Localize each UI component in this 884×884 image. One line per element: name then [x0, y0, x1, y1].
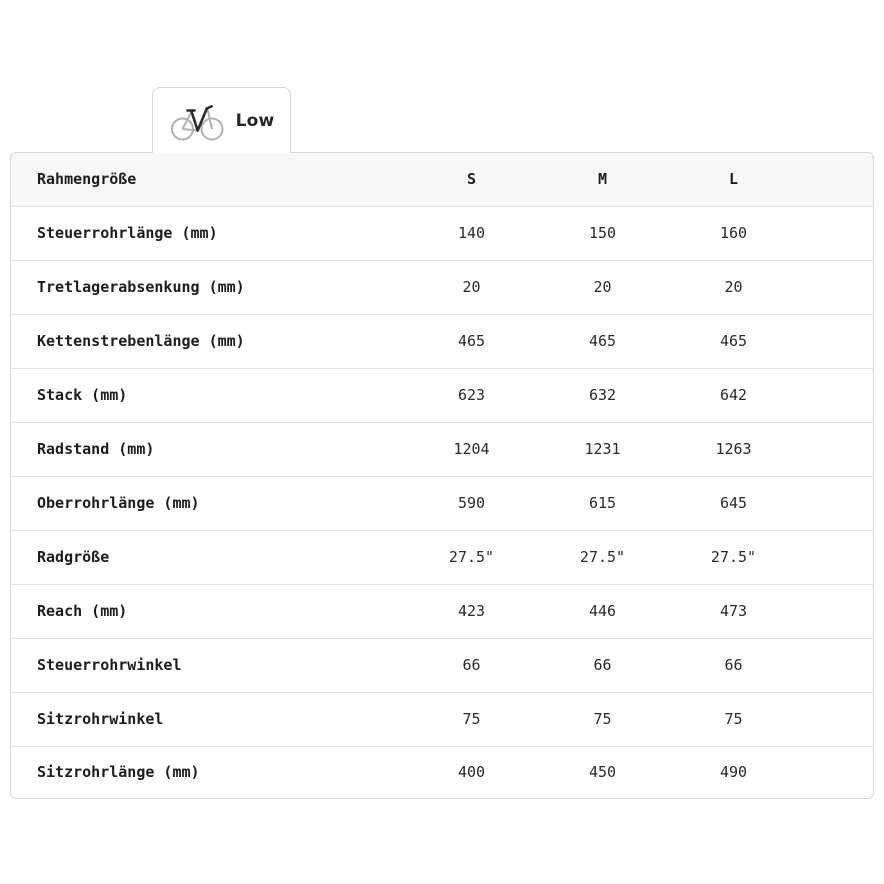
value-cell: 465 [457, 332, 486, 350]
value-cell: 632 [588, 386, 617, 404]
column-header-l: L [728, 170, 739, 189]
row-label: Sitzrohrlänge (mm) [37, 763, 200, 782]
value-cell: 27.5" [710, 548, 757, 566]
row-label: Steuerrohrlänge (mm) [37, 224, 218, 242]
tab-bar [0, 87, 884, 153]
table-row [11, 368, 873, 422]
spacer-cell [799, 530, 873, 584]
value-cell: 1231 [584, 440, 621, 458]
value-cell: 465 [588, 332, 617, 350]
geometry-table [11, 153, 873, 798]
row-label: Tretlagerabsenkung (mm) [37, 278, 245, 296]
table-row [11, 638, 873, 692]
value-cell: 150 [588, 224, 617, 242]
spacer-cell [799, 153, 873, 206]
table-row [11, 584, 873, 638]
row-label: Kettenstrebenlänge (mm) [37, 332, 245, 350]
value-cell: 623 [457, 386, 486, 404]
table-row [11, 746, 873, 798]
row-label: Oberrohrlänge (mm) [37, 494, 200, 512]
value-cell: 20 [593, 278, 612, 296]
row-label: Stack (mm) [37, 386, 128, 404]
table-row [11, 206, 873, 260]
column-header-s: S [466, 170, 477, 189]
table-row [11, 260, 873, 314]
value-cell: 75 [462, 710, 481, 728]
spacer-cell [799, 314, 873, 368]
table-body [11, 206, 873, 798]
value-cell: 75 [724, 710, 743, 728]
value-cell: 465 [719, 332, 748, 350]
value-cell: 20 [462, 278, 481, 296]
spacer-cell [799, 422, 873, 476]
table-row [11, 314, 873, 368]
value-cell: 140 [457, 224, 486, 242]
row-label: Steuerrohrwinkel [37, 656, 182, 674]
value-cell: 645 [719, 494, 748, 512]
value-cell: 615 [588, 494, 617, 512]
table-row [11, 422, 873, 476]
spacer-cell [799, 584, 873, 638]
value-cell: 66 [462, 656, 481, 674]
spacer-cell [799, 368, 873, 422]
value-cell: 75 [593, 710, 612, 728]
value-cell: 423 [457, 602, 486, 620]
value-cell: 1263 [715, 440, 752, 458]
spacer-cell [799, 692, 873, 746]
tab-low[interactable] [152, 87, 291, 153]
value-cell: 1204 [453, 440, 490, 458]
value-cell: 642 [719, 386, 748, 404]
value-cell: 446 [588, 602, 617, 620]
spacer-cell [799, 746, 873, 798]
value-cell: 590 [457, 494, 486, 512]
row-label: Radgröße [37, 548, 110, 566]
spacer-cell [799, 476, 873, 530]
spacer-cell [799, 638, 873, 692]
value-cell: 66 [593, 656, 612, 674]
value-cell: 160 [719, 224, 748, 242]
value-cell: 400 [457, 763, 486, 782]
row-label: Reach (mm) [37, 602, 128, 620]
row-label: Sitzrohrwinkel [37, 710, 164, 728]
value-cell: 490 [719, 763, 748, 782]
table-row [11, 476, 873, 530]
value-cell: 27.5" [448, 548, 495, 566]
tab-label: Low [235, 110, 275, 131]
value-cell: 450 [588, 763, 617, 782]
column-header-m: M [597, 170, 608, 189]
value-cell: 473 [719, 602, 748, 620]
spacer-cell [799, 260, 873, 314]
bicycle-icon [169, 100, 225, 142]
value-cell: 20 [724, 278, 743, 296]
value-cell: 27.5" [579, 548, 626, 566]
header-row [11, 153, 873, 206]
header-label: Rahmengröße [37, 170, 137, 189]
row-label: Radstand (mm) [37, 440, 155, 458]
value-cell: 66 [724, 656, 743, 674]
spacer-cell [799, 206, 873, 260]
geometry-table-panel [10, 152, 874, 799]
table-row [11, 530, 873, 584]
table-row [11, 692, 873, 746]
